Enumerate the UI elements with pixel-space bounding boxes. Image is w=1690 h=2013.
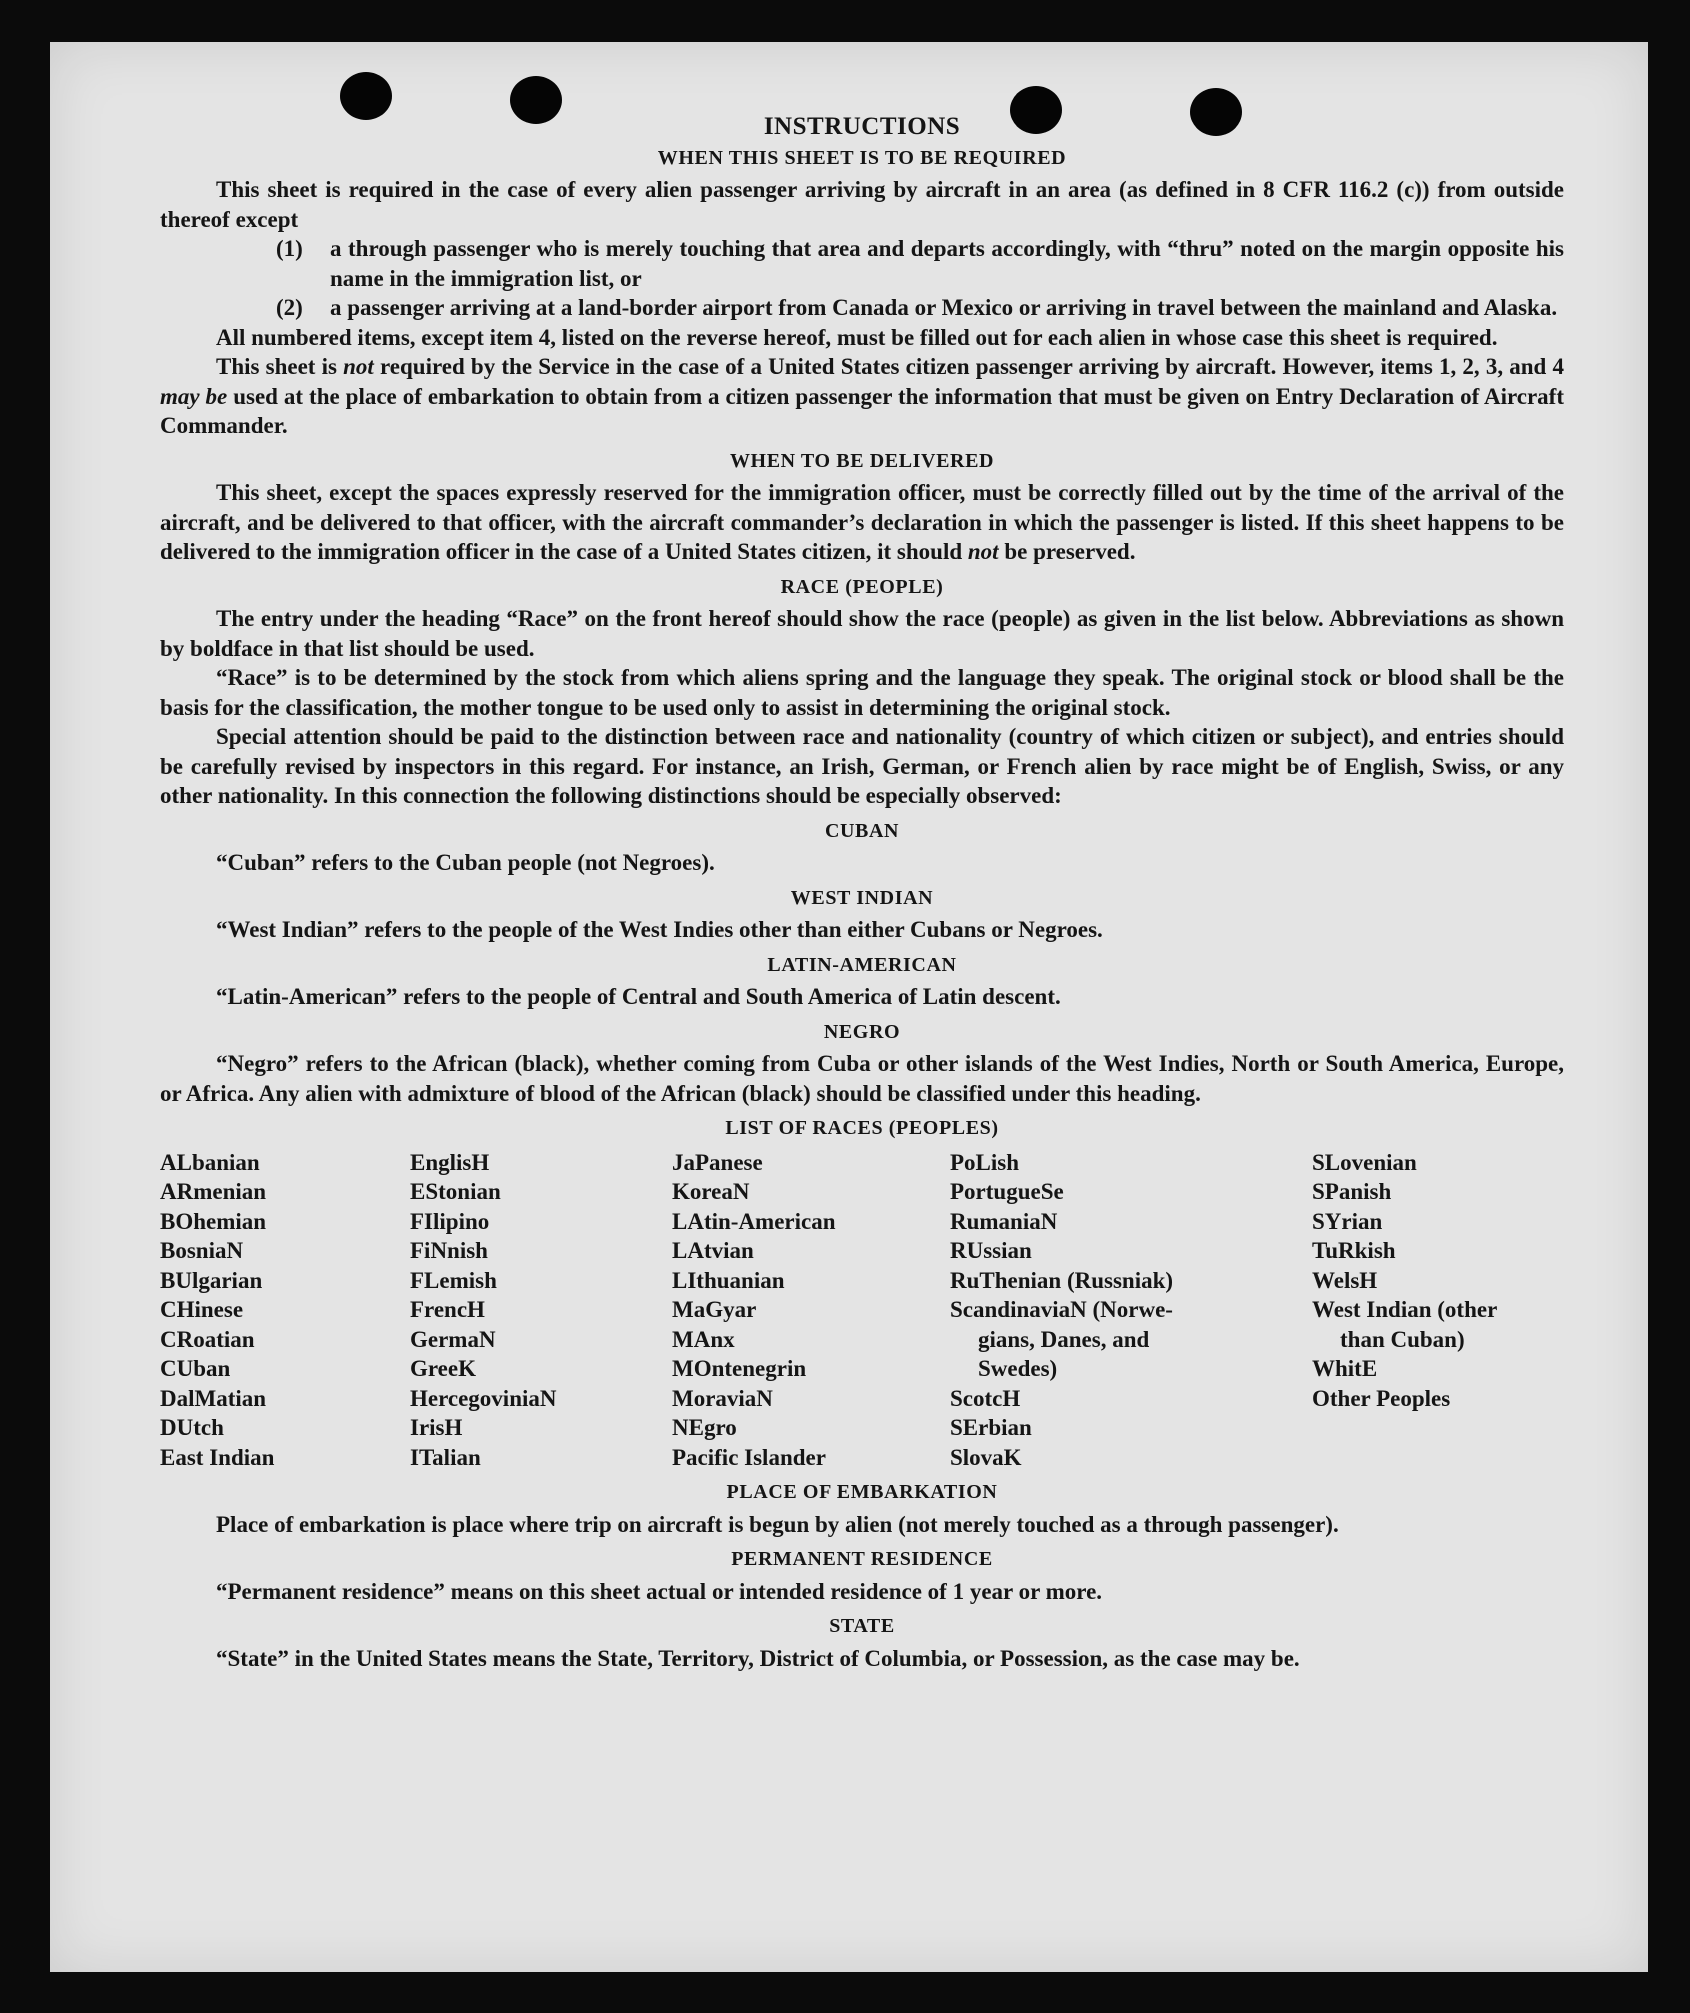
paragraph: This sheet is not required by the Service in the case of a United States citizen passenger arriving by aircraft. However, items 1, 2, 3, and 4 may be used at the place of embarkation to obtain from a citizen passenger the information that must be given on Entry Declaration of Aircraft Commander.: [160, 354, 1564, 438]
section-heading: WEST INDIAN: [790, 886, 934, 909]
race-entry: JaPanese: [672, 1149, 763, 1175]
race-entry: DUtch: [160, 1415, 224, 1440]
race-entry: Swedes): [978, 1356, 1058, 1381]
section-heading: RACE (PEOPLE): [780, 575, 944, 598]
document-sheet: [50, 42, 1648, 1972]
race-entry: FrencH: [410, 1297, 485, 1322]
race-entry: TuRkish: [1312, 1238, 1396, 1263]
race-entry: RuThenian (Russniak): [950, 1267, 1174, 1293]
section-heading: LATIN-AMERICAN: [767, 953, 957, 976]
race-entry: HercegoviniaN: [410, 1385, 557, 1411]
race-entry: EStonian: [410, 1179, 501, 1204]
item-text: a through passenger who is merely touching that area and departs accordingly, with “thru” noted on the margin opposite his name in the immigration list, or: [330, 236, 1564, 291]
race-column: [410, 1148, 672, 1473]
race-entry: Pacific Islander: [672, 1444, 826, 1470]
item-text: a passenger arriving at a land-border airport from Canada or Mexico or arriving in travel between the mainland and Alaska.: [330, 295, 1558, 320]
race-entry: RumaniaN: [950, 1208, 1058, 1234]
race-entry: KoreaN: [672, 1179, 750, 1204]
race-entry: CUban: [160, 1356, 231, 1381]
race-entry: EnglisH: [410, 1149, 490, 1175]
race-column: [1312, 1148, 1564, 1473]
paragraph: This sheet, except the spaces expressly reserved for the immigration officer, must be correctly filled out by the time of the arrival of the aircraft, and be delivered to that officer, with the aircraft commander’s declaration in which the passenger is listed. If this sheet happens to be delivered to the immigration officer in the case of a United States citizen, it should not be preserved.: [160, 480, 1564, 564]
race-entry: FIlipino: [410, 1208, 490, 1234]
race-entry: IrisH: [410, 1415, 463, 1440]
race-entry: MOntenegrin: [672, 1356, 807, 1381]
section-heading: WHEN THIS SHEET IS TO BE REQUIRED: [657, 146, 1067, 169]
paragraph: All numbered items, except item 4, listed on the reverse hereof, must be filled out for each alien in whose case this sheet is required.: [216, 324, 1498, 350]
race-entry: SYrian: [1312, 1208, 1383, 1234]
race-entry: SlovaK: [950, 1444, 1022, 1470]
race-entry: FLemish: [410, 1267, 497, 1293]
list-item: [160, 293, 1564, 323]
paragraph: Special attention should be paid to the distinction between race and nationality (country of which citizen or subject), and entries should be carefully revised by inspectors in this regard. For instance, an Irish, German, or French alien by race might be of English, Swiss, or any other nationality. In this connection the following distinctions should be especially observed:: [160, 724, 1564, 808]
race-column: [950, 1148, 1312, 1473]
race-list: [160, 1148, 1564, 1473]
section-heading: PERMANENT RESIDENCE: [731, 1548, 993, 1570]
race-entry: GreeK: [410, 1356, 476, 1381]
section-heading: WHEN TO BE DELIVERED: [729, 449, 995, 472]
race-entry: Other Peoples: [1312, 1385, 1451, 1411]
race-entry: gians, Danes, and: [978, 1326, 1150, 1352]
race-column: [160, 1148, 410, 1473]
race-entry: MAnx: [672, 1326, 735, 1352]
race-column: [672, 1148, 950, 1473]
race-entry: WhitE: [1312, 1356, 1378, 1381]
race-entry: MaGyar: [672, 1297, 757, 1322]
paragraph: “Permanent residence” means on this sheet actual or intended residence of 1 year or more.: [216, 1578, 1103, 1604]
paragraph: “Cuban” refers to the Cuban people (not Negroes).: [216, 850, 715, 875]
paragraph: “Latin-American” refers to the people of Central and South America of Latin descent.: [216, 984, 1061, 1009]
race-entry: ITalian: [410, 1444, 481, 1470]
race-entry: BUlgarian: [160, 1267, 263, 1293]
instructions-content: [160, 112, 1564, 1673]
race-entry: East Indian: [160, 1444, 275, 1470]
section-heading: CUBAN: [824, 819, 900, 842]
item-number: (2): [276, 295, 303, 320]
paragraph: The entry under the heading “Race” on the front hereof should show the race (people) as given in the list below. Abbreviations as shown by boldface in that list should be used.: [160, 606, 1564, 661]
section-heading: STATE: [829, 1615, 895, 1637]
race-entry: BOhemian: [160, 1208, 267, 1234]
paragraph: This sheet is required in the case of every alien passenger arriving by aircraft in an area (as defined in 8 CFR 116.2 (c)) from outside thereof except: [160, 177, 1564, 232]
paragraph: Place of embarkation is place where trip on aircraft is begun by alien (not merely touched as a through passenger).: [216, 1511, 1339, 1537]
race-entry: PortugueSe: [950, 1179, 1064, 1204]
race-entry: SLovenian: [1312, 1149, 1417, 1175]
section-heading: PLACE OF EMBARKATION: [726, 1481, 998, 1503]
race-entry: ScotcH: [950, 1385, 1021, 1411]
section-heading: NEGRO: [823, 1020, 901, 1043]
race-entry: LIthuanian: [672, 1267, 785, 1293]
race-entry: GermaN: [410, 1326, 496, 1352]
race-entry: DalMatian: [160, 1385, 267, 1411]
race-entry: ALbanian: [160, 1149, 260, 1175]
race-entry: PoLish: [950, 1149, 1020, 1175]
page-title: INSTRUCTIONS: [763, 113, 961, 140]
race-entry: LAtin-American: [672, 1208, 836, 1234]
paragraph: “Race” is to be determined by the stock from which aliens spring and the language they speak. The original stock or blood shall be the basis for the classification, the mother tongue to be used only to assist in determining the original stock.: [160, 665, 1564, 720]
paragraph: “West Indian” refers to the people of the West Indies other than either Cubans or Negroes.: [216, 917, 1103, 942]
paragraph: “Negro” refers to the African (black), whether coming from Cuba or other islands of the West Indies, North or South America, Europe, or Africa. Any alien with admixture of blood of the African (black) should be classified under this heading.: [160, 1051, 1564, 1106]
race-entry: NEgro: [672, 1415, 737, 1440]
paragraph: “State” in the United States means the State, Territory, District of Columbia, or Possession, as the case may be.: [216, 1645, 1300, 1671]
race-entry: ARmenian: [160, 1179, 267, 1204]
race-entry: LAtvian: [672, 1238, 754, 1263]
race-entry: SPanish: [1312, 1179, 1392, 1204]
race-entry: than Cuban): [1340, 1326, 1465, 1352]
race-entry: West Indian (other: [1312, 1297, 1498, 1322]
section-heading: LIST OF RACES (PEOPLES): [725, 1117, 999, 1139]
race-entry: RUssian: [950, 1238, 1032, 1263]
race-entry: BosniaN: [160, 1238, 244, 1263]
race-entry: MoraviaN: [672, 1385, 773, 1411]
race-entry: CRoatian: [160, 1326, 255, 1352]
race-entry: ScandinaviaN (Norwe-: [950, 1297, 1173, 1322]
race-entry: FiNnish: [410, 1238, 488, 1263]
race-entry: CHinese: [160, 1297, 244, 1322]
list-item: [160, 234, 1564, 293]
race-entry: SErbian: [950, 1415, 1032, 1440]
item-number: (1): [276, 236, 303, 261]
race-entry: WelsH: [1312, 1267, 1378, 1293]
